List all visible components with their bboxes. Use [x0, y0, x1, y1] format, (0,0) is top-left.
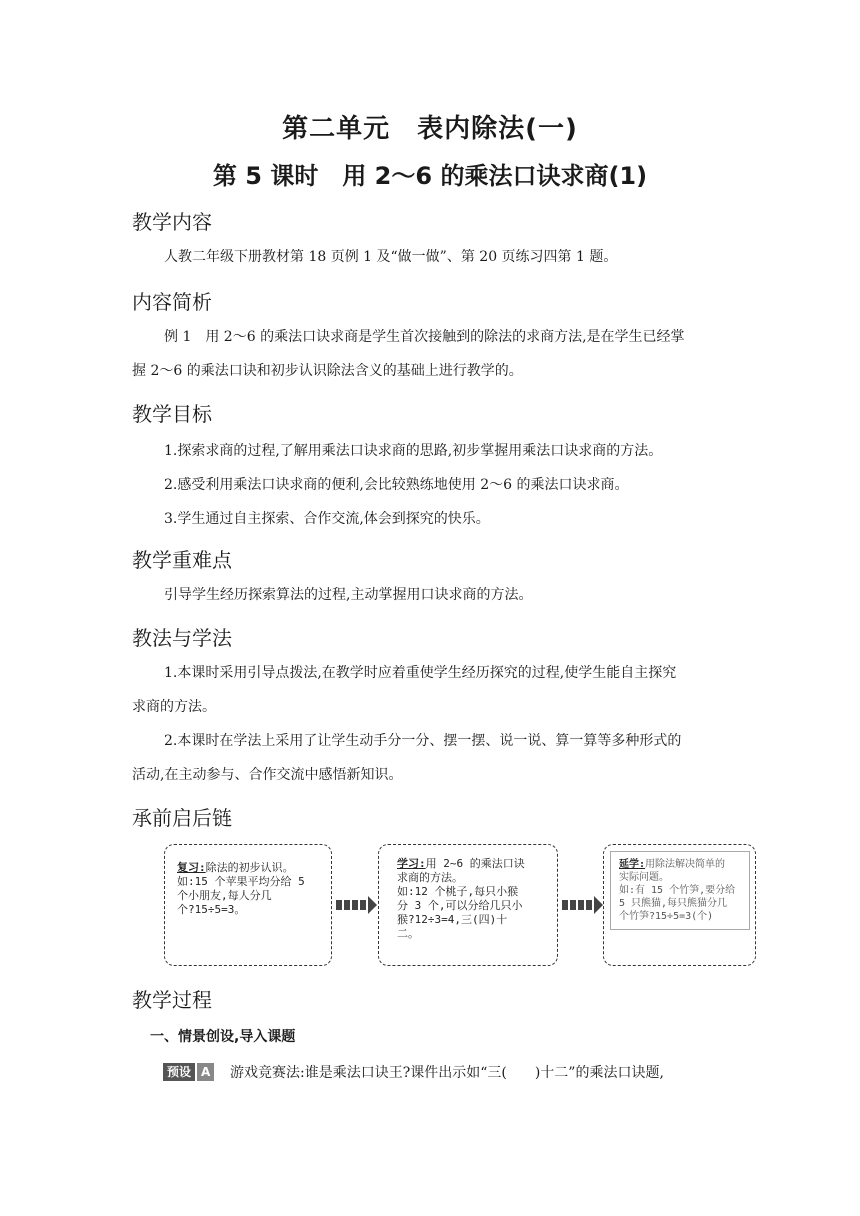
extend-line2: 实际问题。 [619, 872, 669, 883]
process-sub1: 一、情景创设,导入课题 [150, 1029, 296, 1045]
extend-line4: 5 只熊猫,每只熊猫分几 [619, 898, 728, 909]
learn-line3: 如:12 个桃子,每只小猴 [397, 885, 519, 898]
heading-chain: 承前启后链 [132, 806, 232, 830]
heading-content: 教学内容 [132, 210, 212, 234]
review-line2: 如:15 个苹果平均分给 5 [177, 875, 305, 888]
unit-title: 第二单元 表内除法(一) [282, 114, 578, 144]
learn-line2: 求商的方法。 [397, 871, 463, 884]
goal-item-1: 1.探索求商的过程,了解用乘法口诀求商的思路,初步掌握用乘法口诀求商的方法。 [164, 443, 663, 459]
chain-box-extend [603, 844, 756, 966]
methods-p1-line1: 1.本课时采用引导点拨法,在教学时应着重使学生经历探究的过程,使学生能自主探究 [164, 665, 677, 681]
heading-goals: 教学目标 [132, 402, 212, 426]
methods-p2-line2: 活动,在主动参与、合作交流中感悟新知识。 [132, 767, 403, 783]
learn-line1: 用 2~6 的乘法口诀 [425, 857, 525, 870]
chain-box-learn [378, 844, 558, 966]
preset-tag [163, 1063, 214, 1081]
learn-label: 学习: [397, 857, 426, 870]
chain-arrow-2 [562, 896, 603, 914]
learn-line5: 猴?12÷3=4,三(四)十 [397, 913, 508, 926]
heading-key-points: 教学重难点 [132, 548, 232, 572]
analysis-line1: 例 1 用 2～6 的乘法口诀求商是学生首次接触到的除法的求商方法,是在学生已经掌 [164, 329, 685, 345]
review-line3: 个小朋友,每人分几 [177, 889, 272, 902]
heading-analysis: 内容简析 [132, 290, 212, 314]
lesson-title: 第 5 课时 用 2～6 的乘法口诀求商(1) [212, 162, 648, 190]
preset-tag-letter: A [197, 1063, 214, 1081]
methods-p1-line2: 求商的方法。 [132, 699, 216, 715]
extend-label: 延学: [619, 859, 646, 870]
preset-tag-label: 预设 [163, 1063, 195, 1081]
chain-box-review [164, 844, 332, 966]
heading-methods: 教法与学法 [132, 626, 232, 650]
extend-line1: 用除法解决简单的 [645, 859, 726, 870]
review-label: 复习: [177, 861, 206, 874]
learn-line4: 分 3 个,可以分给几只小 [397, 899, 523, 912]
goal-item-2: 2.感受利用乘法口诀求商的便利,会比较熟练地使用 2～6 的乘法口诀求商。 [164, 477, 629, 493]
extend-line3: 如:有 15 个竹笋,要分给 [619, 885, 736, 896]
learn-line6: 二。 [397, 927, 419, 940]
process-text: 游戏竞赛法:谁是乘法口诀王?课件出示如“三( )十二”的乘法口诀题, [230, 1065, 664, 1081]
key-points-text: 引导学生经历探索算法的过程,主动掌握用口诀求商的方法。 [164, 587, 533, 603]
methods-p2-line1: 2.本课时在学法上采用了让学生动手分一分、摆一摆、说一说、算一算等多种形式的 [164, 733, 682, 749]
heading-process: 教学过程 [132, 988, 212, 1012]
chain-arrow-1 [336, 896, 377, 914]
review-line4: 个?15÷5=3。 [177, 903, 246, 916]
extend-line5: 个竹笋?15÷5=3(个) [619, 911, 714, 922]
goal-item-3: 3.学生通过自主探索、合作交流,体会到探究的快乐。 [164, 511, 490, 527]
content-text: 人教二年级下册教材第 18 页例 1 及“做一做”、第 20 页练习四第 1 题。 [164, 249, 618, 265]
review-line1: 除法的初步认识。 [205, 861, 294, 874]
analysis-line2: 握 2～6 的乘法口诀和初步认识除法含义的基础上进行教学的。 [132, 363, 523, 379]
